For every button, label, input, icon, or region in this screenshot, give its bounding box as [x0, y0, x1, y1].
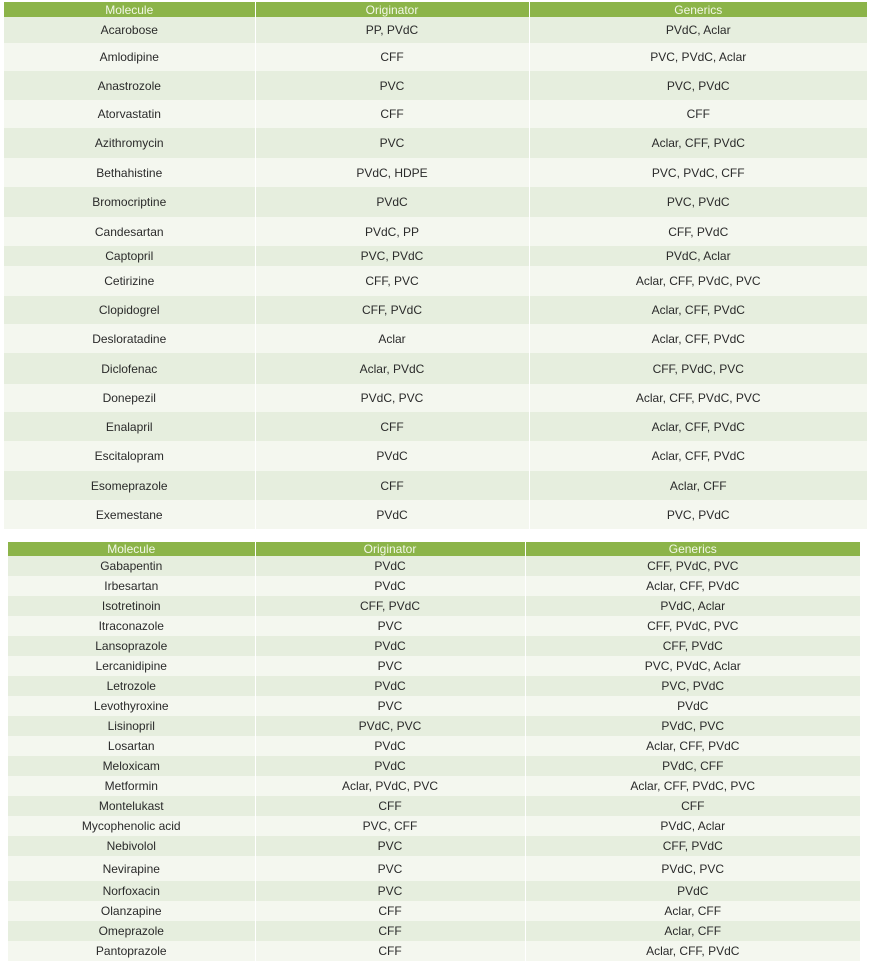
molecule-cell: Esomeprazole	[4, 471, 255, 500]
table-row	[4, 384, 867, 412]
originator-cell: PVC	[255, 696, 525, 716]
table-row	[4, 43, 867, 71]
table-row	[8, 556, 860, 576]
originator-cell: PVC	[255, 656, 525, 676]
molecule-cell: Losartan	[8, 736, 255, 756]
originator-cell: PVC	[255, 128, 529, 158]
molecule-cell: Amlodipine	[4, 43, 255, 71]
table-row	[8, 616, 860, 636]
table-row	[4, 217, 867, 246]
molecule-cell: Lansoprazole	[8, 636, 255, 656]
column-header-originator: Originator	[255, 542, 525, 556]
originator-cell: CFF	[255, 796, 525, 816]
generics-cell: Aclar, CFF, PVdC	[525, 576, 860, 596]
molecule-cell: Gabapentin	[8, 556, 255, 576]
table-row	[4, 128, 867, 158]
molecule-cell: Acarobose	[4, 17, 255, 43]
table-body	[4, 17, 867, 529]
originator-cell: PVdC	[255, 756, 525, 776]
table-row	[8, 881, 860, 901]
originator-cell: CFF, PVdC	[255, 296, 529, 324]
molecule-cell: Norfoxacin	[8, 881, 255, 901]
originator-cell: Aclar, PVdC, PVC	[255, 776, 525, 796]
generics-cell: Aclar, CFF, PVdC, PVC	[529, 266, 867, 296]
table-row	[4, 324, 867, 353]
originator-cell: PP, PVdC	[255, 17, 529, 43]
table-row	[4, 17, 867, 43]
generics-cell: Aclar, CFF, PVdC	[525, 736, 860, 756]
generics-cell: Aclar, CFF	[529, 471, 867, 500]
molecule-cell: Donepezil	[4, 384, 255, 412]
molecule-cell: Itraconazole	[8, 616, 255, 636]
molecule-cell: Azithromycin	[4, 128, 255, 158]
generics-cell: CFF	[525, 796, 860, 816]
generics-cell: PVdC, Aclar	[529, 246, 867, 266]
originator-cell: PVdC	[255, 576, 525, 596]
generics-cell: PVdC, PVC	[525, 856, 860, 881]
originator-cell: PVC	[255, 836, 525, 856]
generics-cell: CFF, PVdC	[525, 636, 860, 656]
table-row	[4, 412, 867, 441]
molecule-cell: Meloxicam	[8, 756, 255, 776]
molecule-cell: Lisinopril	[8, 716, 255, 736]
table-row	[8, 596, 860, 616]
column-header-generics: Generics	[525, 542, 860, 556]
generics-cell: Aclar, CFF, PVdC	[529, 296, 867, 324]
originator-cell: CFF	[255, 43, 529, 71]
originator-cell: PVC, CFF	[255, 816, 525, 836]
originator-cell: Aclar	[255, 324, 529, 353]
generics-cell: CFF, PVdC, PVC	[525, 616, 860, 636]
generics-cell: CFF, PVdC, PVC	[525, 556, 860, 576]
molecule-cell: Exemestane	[4, 500, 255, 529]
generics-cell: PVdC, Aclar	[529, 17, 867, 43]
molecule-cell: Mycophenolic acid	[8, 816, 255, 836]
generics-cell: Aclar, CFF, PVdC	[529, 412, 867, 441]
table-row	[8, 676, 860, 696]
table-row	[8, 856, 860, 881]
generics-cell: PVC, PVdC	[525, 676, 860, 696]
generics-cell: Aclar, CFF	[525, 901, 860, 921]
molecule-cell: Enalapril	[4, 412, 255, 441]
originator-cell: PVdC	[255, 636, 525, 656]
table-header-row	[4, 2, 867, 17]
molecule-cell: Anastrozole	[4, 71, 255, 100]
table-row	[8, 576, 860, 596]
originator-cell: PVC	[255, 616, 525, 636]
generics-cell: PVdC	[525, 696, 860, 716]
table-row	[4, 353, 867, 384]
originator-cell: CFF	[255, 471, 529, 500]
molecule-cell: Bromocriptine	[4, 187, 255, 217]
table-row	[4, 187, 867, 217]
molecule-cell: Bethahistine	[4, 158, 255, 187]
molecule-cell: Omeprazole	[8, 921, 255, 941]
generics-cell: PVdC, Aclar	[525, 816, 860, 836]
table-row	[8, 656, 860, 676]
originator-cell: PVdC	[255, 556, 525, 576]
originator-cell: PVdC, PVC	[255, 716, 525, 736]
molecule-cell: Diclofenac	[4, 353, 255, 384]
molecule-cell: Pantoprazole	[8, 941, 255, 961]
molecule-cell: Nevirapine	[8, 856, 255, 881]
generics-cell: CFF, PVdC	[525, 836, 860, 856]
originator-cell: CFF	[255, 412, 529, 441]
generics-cell: PVC, PVdC	[529, 500, 867, 529]
molecule-cell: Nebivolol	[8, 836, 255, 856]
generics-cell: CFF	[529, 100, 867, 128]
originator-cell: PVdC, HDPE	[255, 158, 529, 187]
packaging-table-1	[4, 2, 867, 529]
originator-cell: CFF	[255, 921, 525, 941]
generics-cell: Aclar, CFF	[525, 921, 860, 941]
table-row	[4, 471, 867, 500]
generics-cell: CFF, PVdC, PVC	[529, 353, 867, 384]
originator-cell: PVdC, PP	[255, 217, 529, 246]
table-row	[4, 246, 867, 266]
table-row	[4, 441, 867, 471]
molecule-cell: Levothyroxine	[8, 696, 255, 716]
table-row	[8, 716, 860, 736]
table-row	[8, 796, 860, 816]
generics-cell: CFF, PVdC	[529, 217, 867, 246]
table-row	[8, 941, 860, 961]
table-row	[4, 500, 867, 529]
column-header-generics: Generics	[529, 2, 867, 17]
molecule-cell: Isotretinoin	[8, 596, 255, 616]
table-row	[8, 756, 860, 776]
table-row	[8, 816, 860, 836]
table-row	[4, 100, 867, 128]
originator-cell: CFF	[255, 100, 529, 128]
molecule-cell: Escitalopram	[4, 441, 255, 471]
originator-cell: PVdC	[255, 736, 525, 756]
generics-cell: PVdC, PVC	[525, 716, 860, 736]
molecule-cell: Lercanidipine	[8, 656, 255, 676]
originator-cell: PVdC	[255, 187, 529, 217]
table-row	[8, 901, 860, 921]
originator-cell: Aclar, PVdC	[255, 353, 529, 384]
originator-cell: PVdC	[255, 441, 529, 471]
molecule-cell: Metformin	[8, 776, 255, 796]
table-header-row	[8, 542, 860, 556]
generics-cell: PVC, PVdC	[529, 71, 867, 100]
molecule-cell: Irbesartan	[8, 576, 255, 596]
originator-cell: PVdC	[255, 500, 529, 529]
originator-cell: CFF	[255, 941, 525, 961]
table-body	[8, 556, 860, 961]
molecule-cell: Atorvastatin	[4, 100, 255, 128]
generics-cell: PVC, PVdC	[529, 187, 867, 217]
generics-cell: PVC, PVdC, Aclar	[529, 43, 867, 71]
generics-cell: Aclar, CFF, PVdC	[529, 441, 867, 471]
generics-cell: PVC, PVdC, CFF	[529, 158, 867, 187]
molecule-cell: Olanzapine	[8, 901, 255, 921]
generics-cell: PVC, PVdC, Aclar	[525, 656, 860, 676]
generics-cell: Aclar, CFF, PVdC	[529, 324, 867, 353]
generics-cell: PVdC, CFF	[525, 756, 860, 776]
table-row	[8, 696, 860, 716]
table-row	[8, 776, 860, 796]
originator-cell: PVdC	[255, 676, 525, 696]
originator-cell: PVC, PVdC	[255, 246, 529, 266]
molecule-cell: Clopidogrel	[4, 296, 255, 324]
molecule-cell: Montelukast	[8, 796, 255, 816]
generics-cell: Aclar, CFF, PVdC	[529, 128, 867, 158]
table-row	[4, 266, 867, 296]
table-row	[4, 158, 867, 187]
table-row	[8, 736, 860, 756]
table-row	[8, 921, 860, 941]
generics-cell: Aclar, CFF, PVdC	[525, 941, 860, 961]
originator-cell: CFF, PVC	[255, 266, 529, 296]
column-header-originator: Originator	[255, 2, 529, 17]
molecule-cell: Candesartan	[4, 217, 255, 246]
molecule-cell: Letrozole	[8, 676, 255, 696]
generics-cell: PVdC, Aclar	[525, 596, 860, 616]
column-header-molecule: Molecule	[4, 2, 255, 17]
generics-cell: Aclar, CFF, PVdC, PVC	[529, 384, 867, 412]
packaging-table-2	[8, 542, 860, 961]
molecule-cell: Cetirizine	[4, 266, 255, 296]
generics-cell: Aclar, CFF, PVdC, PVC	[525, 776, 860, 796]
column-header-molecule: Molecule	[8, 542, 255, 556]
originator-cell: PVC	[255, 856, 525, 881]
originator-cell: PVdC, PVC	[255, 384, 529, 412]
originator-cell: PVC	[255, 71, 529, 100]
table-row	[4, 296, 867, 324]
table-row	[8, 636, 860, 656]
originator-cell: CFF	[255, 901, 525, 921]
originator-cell: PVC	[255, 881, 525, 901]
originator-cell: CFF, PVdC	[255, 596, 525, 616]
table-row	[8, 836, 860, 856]
molecule-cell: Desloratadine	[4, 324, 255, 353]
molecule-cell: Captopril	[4, 246, 255, 266]
table-row	[4, 71, 867, 100]
generics-cell: PVdC	[525, 881, 860, 901]
